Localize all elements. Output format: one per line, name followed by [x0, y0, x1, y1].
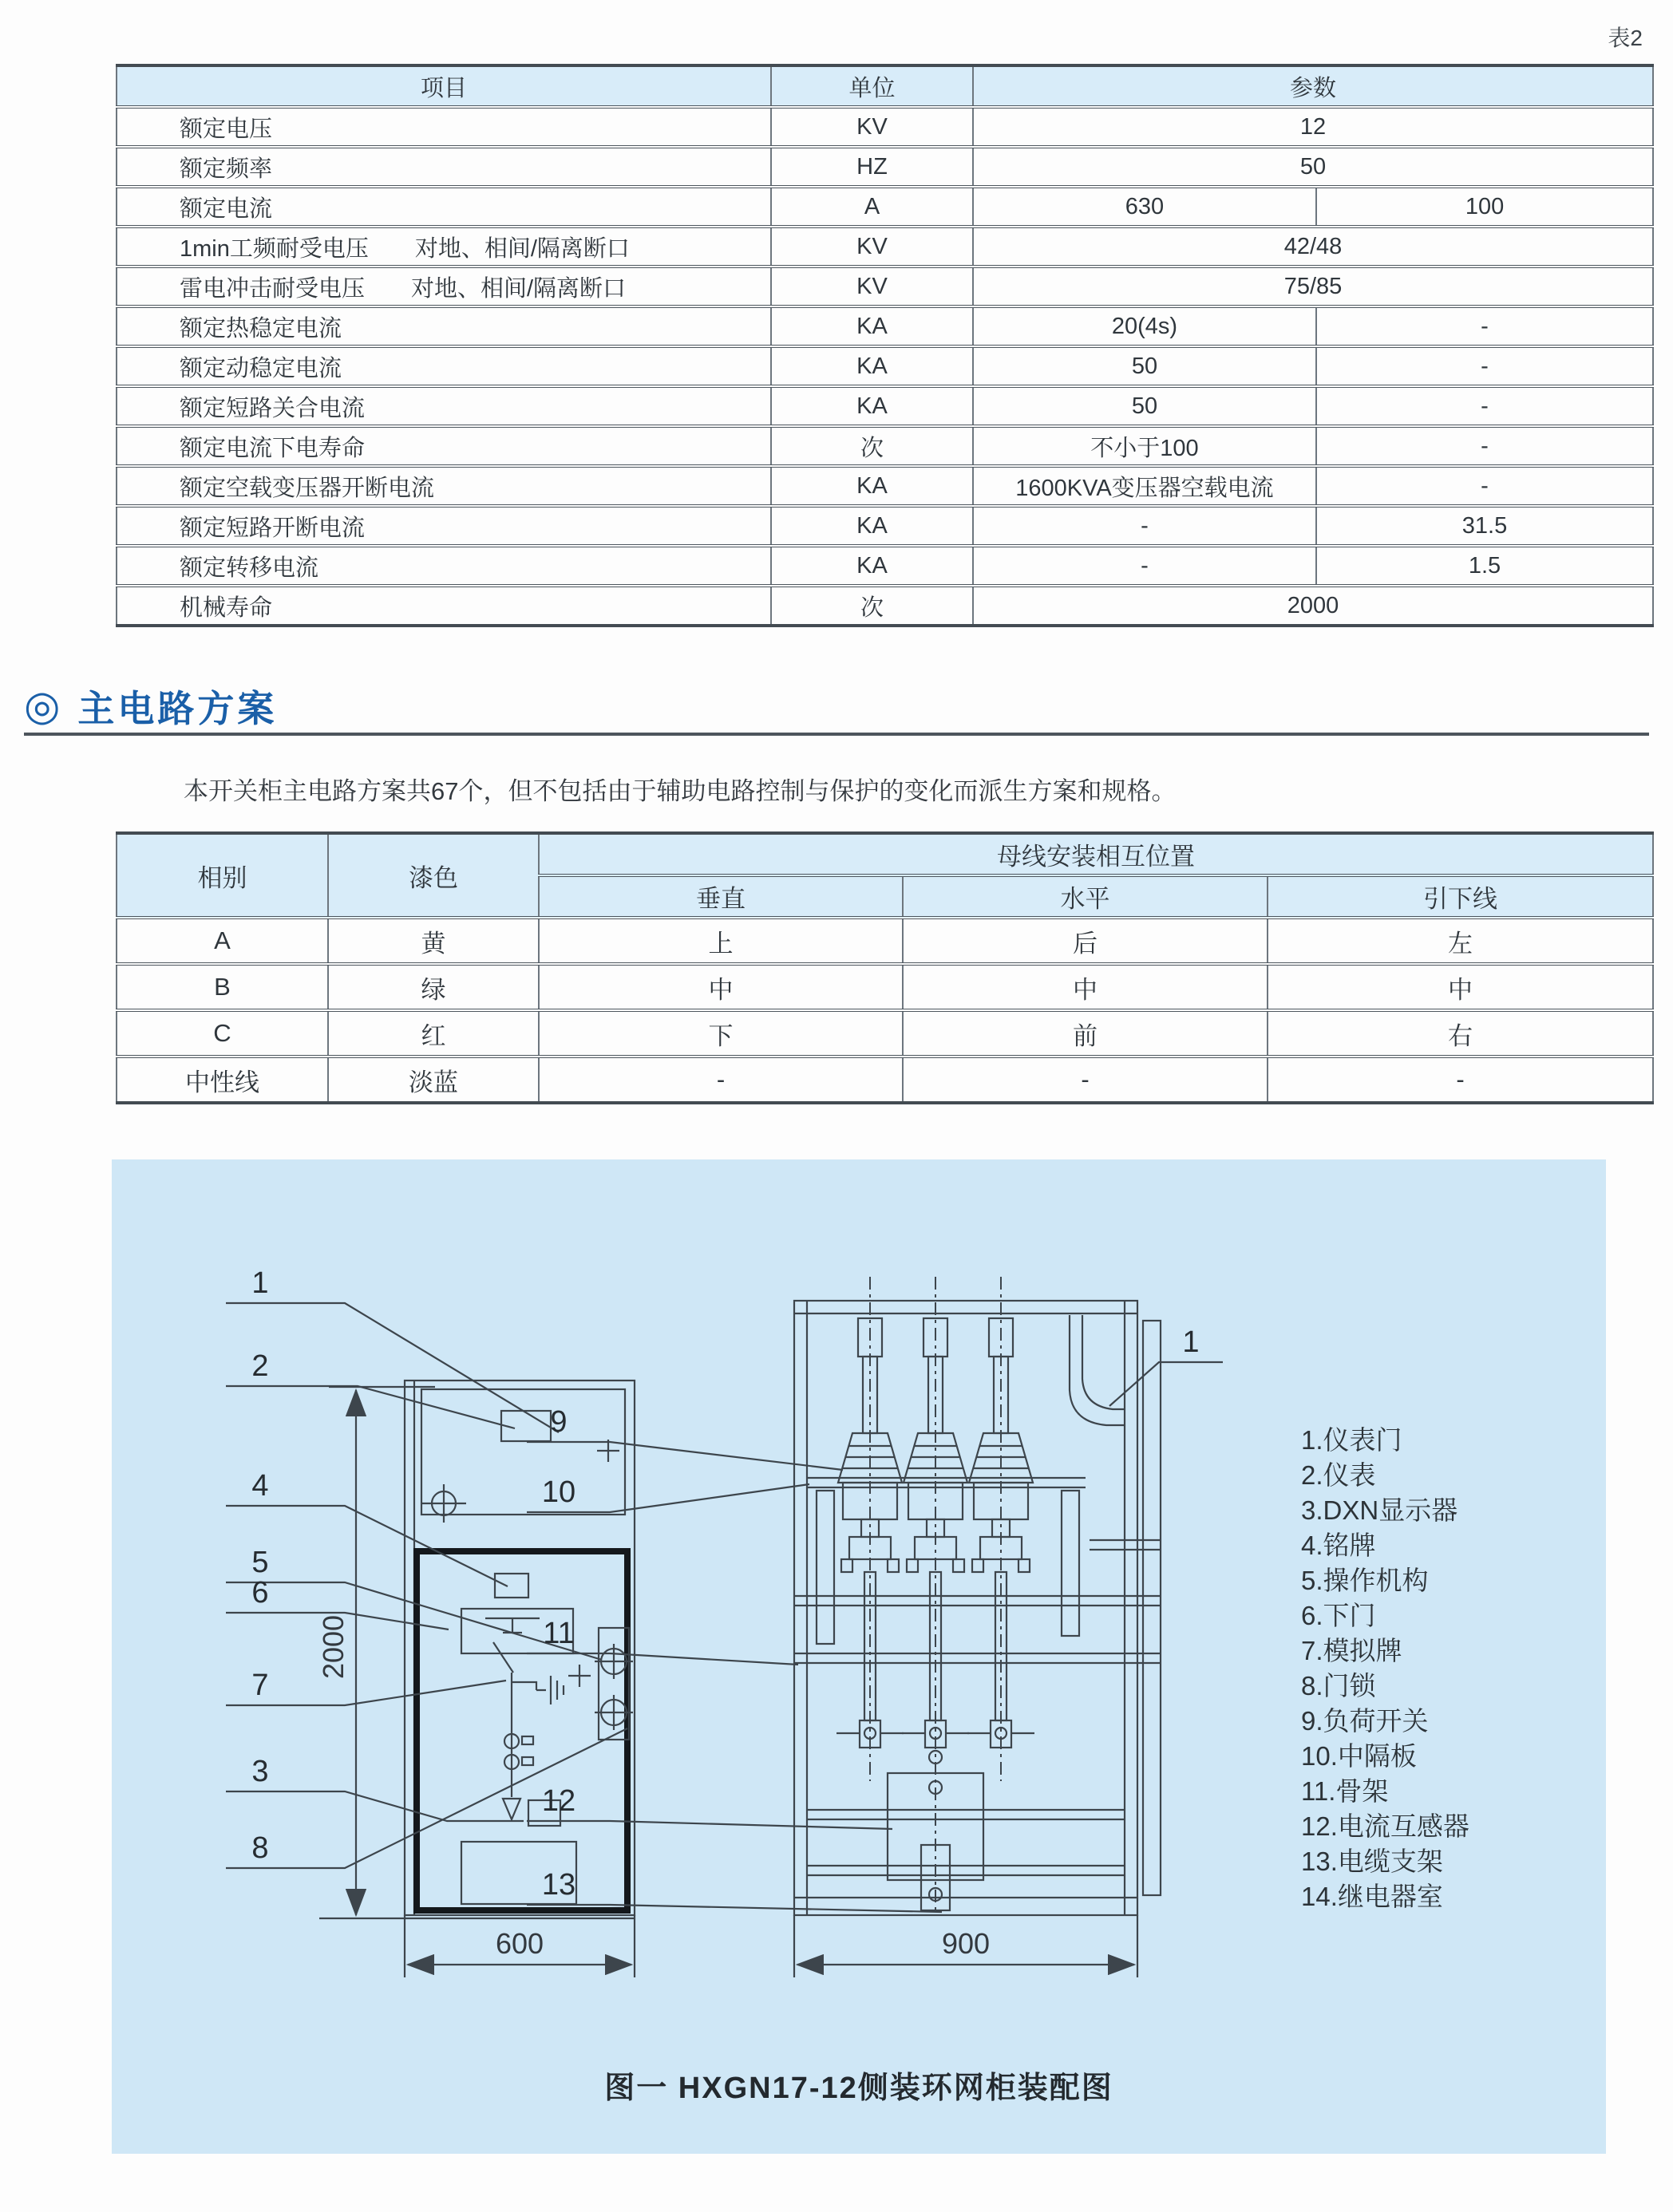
phase-cell: 中	[903, 964, 1268, 1010]
phase-cell: 红	[328, 1010, 539, 1057]
dim-height-label: 2000	[317, 1614, 350, 1680]
phase-cell: 右	[1268, 1010, 1653, 1057]
section-title: 主电路方案	[77, 688, 278, 729]
spec-unit: A	[771, 187, 973, 227]
legend-item: 2.仪表	[1301, 1460, 1376, 1490]
legend-item: 8.门锁	[1301, 1671, 1376, 1700]
spec-value: -	[1316, 386, 1653, 426]
callout-label: 2	[251, 1349, 269, 1383]
callout-label: 13	[541, 1868, 576, 1902]
legend-item: 14.继电器室	[1301, 1882, 1443, 1911]
callout-label: 12	[541, 1784, 576, 1818]
phase-cell: C	[117, 1010, 328, 1057]
phase-cell: -	[903, 1057, 1268, 1103]
spec-item: 1min工频耐受电压 对地、相间/隔离断口	[117, 227, 771, 267]
spec-unit: KV	[771, 267, 973, 306]
table-row	[117, 227, 1653, 267]
callout-label: 5	[251, 1546, 269, 1579]
spec-value: -	[1316, 346, 1653, 386]
legend-item: 5.操作机构	[1301, 1566, 1429, 1595]
side-view-diagram	[527, 1159, 1245, 2154]
col-header-vertical: 垂直	[539, 875, 903, 918]
table-row	[117, 147, 1653, 187]
legend-item: 11.骨架	[1301, 1776, 1389, 1806]
table-row	[117, 546, 1653, 586]
spec-value: 630	[973, 187, 1316, 227]
phase-cell: 中	[539, 964, 903, 1010]
spec-item: 额定电流	[117, 187, 771, 227]
callout-label: 8	[251, 1831, 269, 1865]
spec-value: 12	[973, 107, 1653, 147]
spec-unit: KA	[771, 346, 973, 386]
spec-unit: KA	[771, 306, 973, 346]
phase-cell: -	[539, 1057, 903, 1103]
spec-value: 20(4s)	[973, 306, 1316, 346]
spec-item: 额定空载变压器开断电流	[117, 466, 771, 506]
table-row	[117, 426, 1653, 466]
spec-value: 50	[973, 346, 1316, 386]
phase-cell: 绿	[328, 964, 539, 1010]
diagram-caption: 图一 HXGN17-12侧装环网柜装配图	[604, 2072, 1113, 2105]
spec-unit: 次	[771, 586, 973, 626]
spec-value: 42/48	[973, 227, 1653, 267]
phase-cell: 上	[539, 918, 903, 964]
phase-table	[116, 831, 1654, 1104]
intro-paragraph: 本开关柜主电路方案共67个，但不包括由于辅助电路控制与保护的变化而派生方案和规格。	[184, 777, 1177, 805]
phase-cell: 后	[903, 918, 1268, 964]
spec-value: 75/85	[973, 267, 1653, 306]
section-heading	[24, 680, 277, 733]
table-row	[117, 918, 1653, 964]
spec-item: 额定动稳定电流	[117, 346, 771, 386]
spec-unit: KV	[771, 107, 973, 147]
table-row	[117, 586, 1653, 626]
callout-label: 11	[543, 1617, 575, 1650]
bushing-assembly	[836, 1277, 1034, 1912]
col-header-unit: 单位	[771, 65, 973, 107]
spec-item: 额定热稳定电流	[117, 306, 771, 346]
spec-value: -	[973, 546, 1316, 586]
col-header-item: 项目	[117, 65, 771, 107]
phase-cell: -	[1268, 1057, 1653, 1103]
table-row	[117, 346, 1653, 386]
spec-item: 额定电流下电寿命	[117, 426, 771, 466]
spec-item: 额定频率	[117, 147, 771, 187]
phase-cell: 中性线	[117, 1057, 328, 1103]
diagram-panel	[112, 1159, 1606, 2154]
callout-label: 4	[251, 1469, 269, 1503]
legend-item: 12.电流互感器	[1301, 1811, 1469, 1841]
callout-label: 1	[251, 1266, 269, 1300]
table-row	[117, 466, 1653, 506]
spec-value: -	[1316, 306, 1653, 346]
callout-label: 3	[251, 1755, 269, 1788]
spec-value: 不小于100	[973, 426, 1316, 466]
legend-item: 1.仪表门	[1301, 1425, 1402, 1455]
table-row	[117, 964, 1653, 1010]
spec-value: -	[973, 506, 1316, 546]
legend-item: 7.模拟牌	[1301, 1636, 1402, 1665]
spec-unit: KV	[771, 227, 973, 267]
spec-unit: KA	[771, 546, 973, 586]
spec-unit: KA	[771, 386, 973, 426]
col-header-phase: 相别	[117, 833, 328, 918]
spec-value: 1.5	[1316, 546, 1653, 586]
col-header-lead: 引下线	[1268, 875, 1653, 918]
spec-value: 50	[973, 386, 1316, 426]
spec-item: 额定电压	[117, 107, 771, 147]
dim-width-label: 900	[941, 1927, 991, 1960]
phase-cell: 中	[1268, 964, 1653, 1010]
double-circle-icon: ◎	[24, 683, 61, 729]
phase-table-header	[117, 833, 1653, 875]
spec-item: 雷电冲击耐受电压 对地、相间/隔离断口	[117, 267, 771, 306]
col-header-horizontal: 水平	[903, 875, 1268, 918]
table-row	[117, 506, 1653, 546]
section-divider	[24, 733, 1649, 736]
callout-label: 6	[251, 1576, 269, 1610]
legend-item: 13.电缆支架	[1301, 1847, 1443, 1876]
legend-item: 4.铭牌	[1301, 1531, 1376, 1560]
spec-item: 额定短路开断电流	[117, 506, 771, 546]
spec-value: -	[1316, 426, 1653, 466]
spec-table-header	[117, 65, 1653, 107]
table-number-note: 表2	[1608, 26, 1643, 50]
spec-item: 机械寿命	[117, 586, 771, 626]
spec-value: 50	[973, 147, 1653, 187]
phase-cell: 黄	[328, 918, 539, 964]
col-header-paint: 漆色	[328, 833, 539, 918]
legend-list	[1301, 1423, 1469, 1914]
table-row	[117, 107, 1653, 147]
table-row	[117, 386, 1653, 426]
col-header-param: 参数	[973, 65, 1653, 107]
spec-value: 100	[1316, 187, 1653, 227]
spec-unit: HZ	[771, 147, 973, 187]
phase-cell: 淡蓝	[328, 1057, 539, 1103]
legend-item: 3.DXN显示器	[1301, 1495, 1458, 1525]
callout-label: 9	[550, 1405, 568, 1439]
spec-item: 额定短路关合电流	[117, 386, 771, 426]
spec-item: 额定转移电流	[117, 546, 771, 586]
spec-unit: KA	[771, 466, 973, 506]
table-row	[117, 1010, 1653, 1057]
phase-cell: 左	[1268, 918, 1653, 964]
table-row	[117, 306, 1653, 346]
callout-label: 7	[251, 1669, 269, 1702]
phase-cell: 前	[903, 1010, 1268, 1057]
spec-table	[116, 64, 1654, 627]
spec-value: 2000	[973, 586, 1653, 626]
spec-unit: 次	[771, 426, 973, 466]
spec-value: 31.5	[1316, 506, 1653, 546]
spec-value: 1600KVA变压器空载电流	[973, 466, 1316, 506]
phase-cell: A	[117, 918, 328, 964]
phase-cell: 下	[539, 1010, 903, 1057]
phase-cell: B	[117, 964, 328, 1010]
dim-width-label: 600	[495, 1927, 544, 1960]
table-row	[117, 187, 1653, 227]
legend-item: 6.下门	[1301, 1601, 1376, 1630]
legend-item: 10.中隔板	[1301, 1741, 1417, 1771]
legend-item: 9.负荷开关	[1301, 1706, 1429, 1736]
table-row	[117, 1057, 1653, 1103]
spec-value: -	[1316, 466, 1653, 506]
spec-unit: KA	[771, 506, 973, 546]
callout-label: 1	[1182, 1325, 1200, 1359]
col-header-busbar-group: 母线安装相互位置	[539, 833, 1653, 875]
table-row	[117, 267, 1653, 306]
callout-label: 10	[541, 1475, 576, 1509]
